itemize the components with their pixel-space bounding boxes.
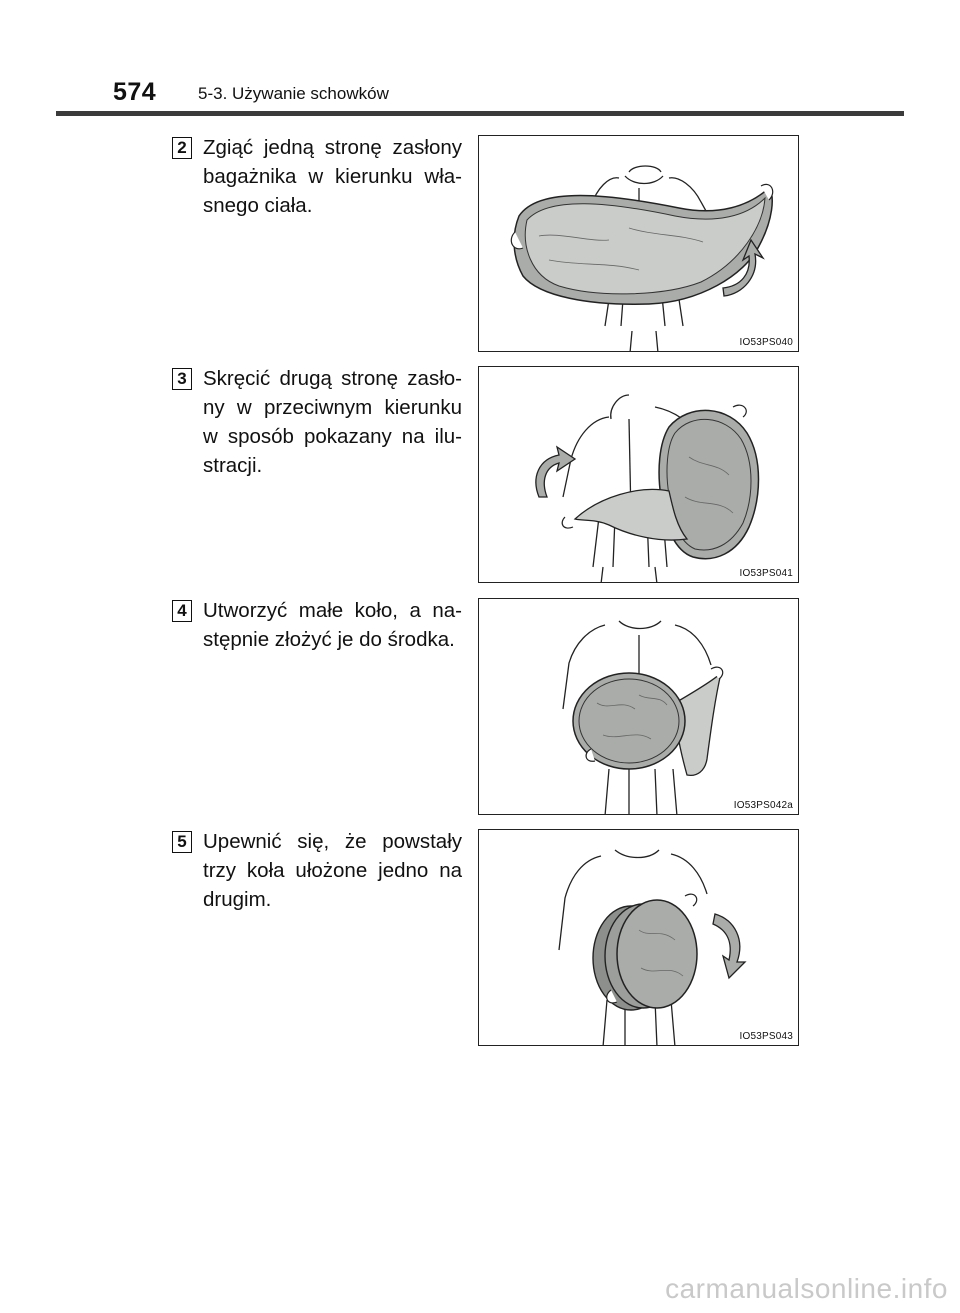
person-holding-three-circles-illustration bbox=[479, 830, 799, 1046]
figure-code: IO53PS041 bbox=[739, 568, 793, 579]
figure-code: IO53PS040 bbox=[739, 337, 793, 348]
figure-code: IO53PS042a bbox=[733, 800, 793, 811]
step-instruction: Zgiąć jedną stronę zasłony bagażnika w kierunku wła-​snego ciała. bbox=[203, 136, 462, 217]
figure-three-stacked-circles bbox=[478, 829, 799, 1046]
page-header bbox=[0, 0, 960, 120]
step-number-badge: 2 bbox=[172, 137, 192, 159]
person-folding-cover-illustration bbox=[479, 136, 799, 352]
step-number-badge: 3 bbox=[172, 368, 192, 390]
step-instruction: Skręcić drugą stronę zasło-​ny w przeciwnym kierunku w sposób pokazany na ilu-​stracji. bbox=[203, 367, 462, 477]
watermark: carmanualsonline.info bbox=[665, 1273, 948, 1304]
step-number-badge: 4 bbox=[172, 600, 192, 622]
step-instruction: Upewnić się, że powstały trzy koła ułożone jedno na drugim. bbox=[203, 830, 462, 911]
figure-form-small-circle bbox=[478, 598, 799, 815]
step-instruction: Utworzyć małe koło, a na-​stępnie złożyć je do środka. bbox=[203, 599, 462, 651]
figure-fold-cover-toward-body bbox=[478, 135, 799, 352]
step-number-badge: 5 bbox=[172, 831, 192, 853]
person-forming-circle-illustration bbox=[479, 599, 799, 815]
section-title: 5-3. Używanie schowków bbox=[198, 84, 389, 103]
page-number: 574 bbox=[113, 78, 157, 106]
header-rule bbox=[56, 111, 904, 116]
figure-code: IO53PS043 bbox=[739, 1031, 793, 1042]
figure-twist-cover-opposite bbox=[478, 366, 799, 583]
person-twisting-cover-illustration bbox=[479, 367, 799, 583]
